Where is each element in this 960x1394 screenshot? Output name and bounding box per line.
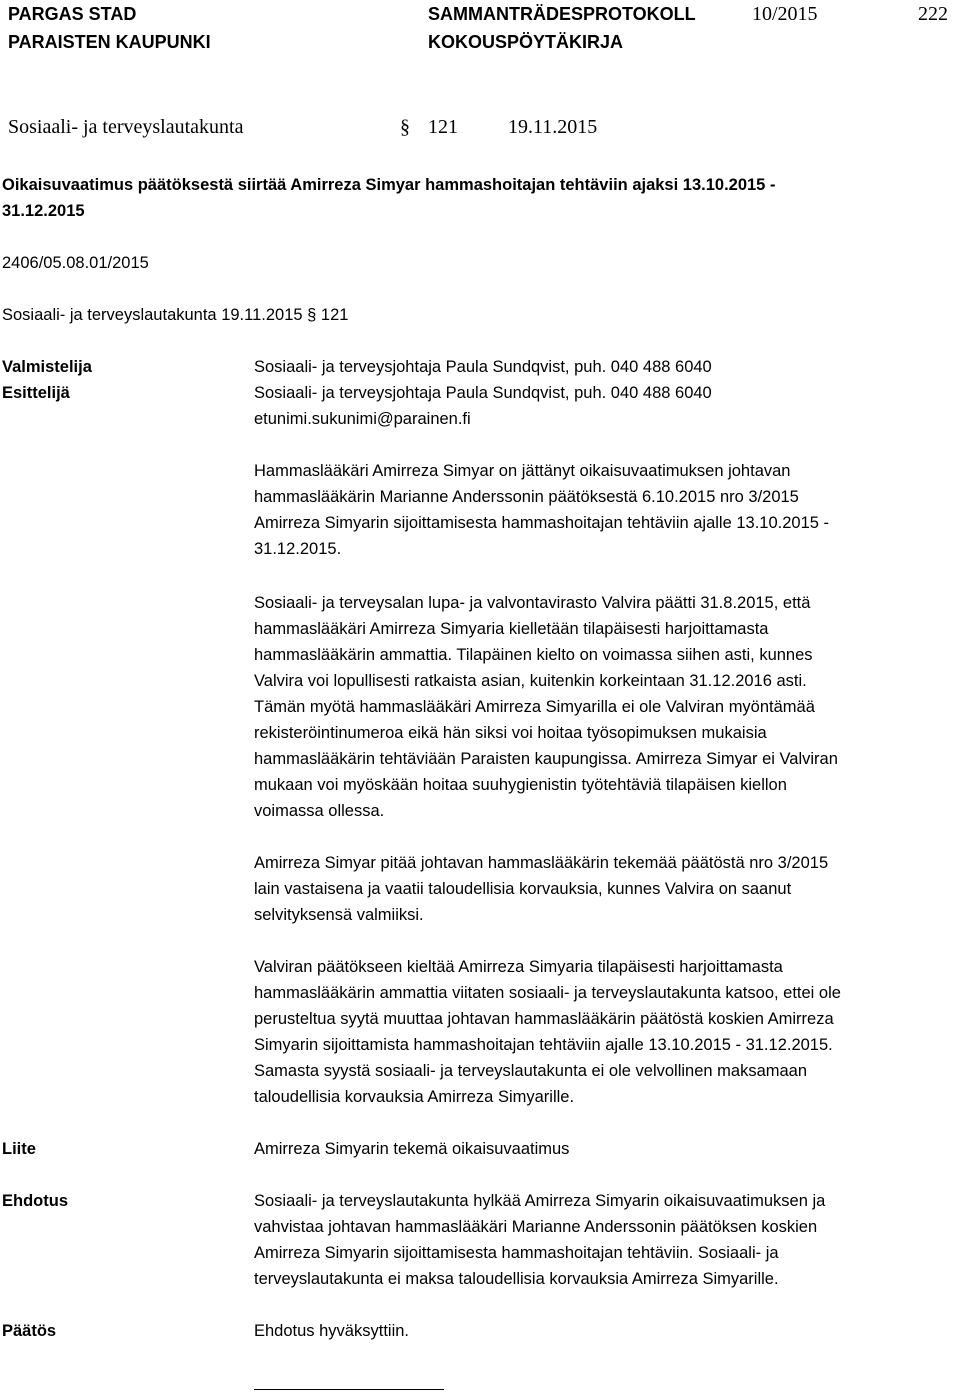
paragraph-line: taloudellisia korvauksia Amirreza Simyarille. bbox=[254, 1088, 575, 1106]
paragraph-line: perusteltua syytä muuttaa johtavan hammaslääkärin päätöstä koskien Amirreza bbox=[254, 1010, 834, 1028]
paragraph-claim bbox=[254, 850, 959, 928]
meeting-body: Sosiaali- ja terveyslautakunta bbox=[8, 116, 244, 138]
meeting-section: 121 bbox=[428, 116, 458, 138]
paragraph-line: hammaslääkärin tehtäviään Paraisten kaupungissa. Amirreza Simyar ei Valviran bbox=[254, 750, 838, 768]
case-reference: 2406/05.08.01/2015 bbox=[2, 254, 149, 272]
paragraph-line: Amirreza Simyarin sijoittamisesta hammashoitajan tehtäviin ajalle 13.10.2015 - bbox=[254, 514, 830, 532]
paragraph-line: hammaslääkäri Amirreza Simyaria kielletään tilapäisesti harjoittamasta bbox=[254, 620, 769, 638]
presenter-value: Sosiaali- ja terveysjohtaja Paula Sundqvist, puh. 040 488 6040 bbox=[254, 384, 712, 402]
case-history: Sosiaali- ja terveyslautakunta 19.11.2015 § 121 bbox=[2, 306, 349, 324]
paragraph-line: 31.12.2015. bbox=[254, 540, 342, 558]
paragraph-line: Tämän myötä hammaslääkäri Amirreza Simyarilla ei ole Valviran myöntämää bbox=[254, 698, 815, 716]
org-name-finnish: PARAISTEN KAUPUNKI bbox=[8, 32, 211, 52]
paragraph-line: selvityksensä valmiiksi. bbox=[254, 906, 424, 924]
issue-number: 10/2015 bbox=[752, 3, 818, 25]
paragraph-line: hammaslääkärin ammattia viitaten sosiaali- ja terveyslautakunta katsoo, ettei ole bbox=[254, 984, 841, 1002]
paragraph-line: rekisteröintinumeroa eikä hän siksi voi hoitaa työsopimuksen mukaisia bbox=[254, 724, 767, 742]
org-name-swedish: PARGAS STAD bbox=[8, 4, 137, 24]
presenter-email[interactable]: etunimi.sukunimi@parainen.fi bbox=[254, 410, 471, 428]
decision-label: Päätös bbox=[2, 1322, 57, 1340]
meeting-date: 19.11.2015 bbox=[508, 116, 598, 138]
case-title-line2: 31.12.2015 bbox=[2, 202, 85, 220]
signature-line bbox=[254, 1389, 444, 1390]
presenter-label: Esittelijä bbox=[2, 384, 70, 402]
paragraph-complaint bbox=[254, 458, 959, 562]
doc-type-swedish: SAMMANTRÄDESPROTOKOLL bbox=[428, 4, 696, 24]
paragraph-line: mukaan voi myöskään hoitaa suuhygienistin työtehtäviä tilapäisen kiellon bbox=[254, 776, 787, 794]
attachment-label: Liite bbox=[2, 1140, 36, 1158]
proposal-line: Amirreza Simyarin sijoittamisesta hammashoitajan tehtäviin. Sosiaali- ja bbox=[254, 1244, 779, 1262]
paragraph-assessment bbox=[254, 954, 959, 1110]
preparer-value: Sosiaali- ja terveysjohtaja Paula Sundqvist, puh. 040 488 6040 bbox=[254, 358, 712, 376]
paragraph-line: hammaslääkärin ammattia. Tilapäinen kielto on voimassa siihen asti, kunnes bbox=[254, 646, 813, 664]
attachment-value[interactable]: Amirreza Simyarin tekemä oikaisuvaatimus bbox=[254, 1140, 570, 1158]
paragraph-line: Valviran päätökseen kieltää Amirreza Simyaria tilapäisesti harjoittamasta bbox=[254, 958, 783, 976]
paragraph-valvira bbox=[254, 590, 959, 824]
proposal-label: Ehdotus bbox=[2, 1192, 68, 1210]
proposal-line: terveyslautakunta ei maksa taloudellisia korvauksia Amirreza Simyarille. bbox=[254, 1270, 779, 1288]
case-title-line1: Oikaisuvaatimus päätöksestä siirtää Amirreza Simyar hammashoitajan tehtäviin ajaksi 13.10.2015 - bbox=[2, 176, 776, 194]
paragraph-line: Amirreza Simyar pitää johtavan hammaslääkärin tekemää päätöstä nro 3/2015 bbox=[254, 854, 829, 872]
paragraph-line: Simyarin sijoittamista hammashoitajan tehtäviin ajalle 13.10.2015 - 31.12.2015. bbox=[254, 1036, 833, 1054]
paragraph-line: Samasta syystä sosiaali- ja terveyslautakunta ei ole velvollinen maksamaan bbox=[254, 1062, 808, 1080]
preparer-label: Valmistelija bbox=[2, 358, 92, 376]
proposal-text bbox=[254, 1188, 959, 1292]
paragraph-line: Valvira voi lopullisesti ratkaista asian, kuitenkin korkeintaan 31.12.2016 asti. bbox=[254, 672, 807, 690]
decision-value: Ehdotus hyväksyttiin. bbox=[254, 1322, 409, 1340]
paragraph-line: Hammaslääkäri Amirreza Simyar on jättänyt oikaisuvaatimuksen johtavan bbox=[254, 462, 791, 480]
paragraph-line: hammaslääkärin Marianne Anderssonin päätöksestä 6.10.2015 nro 3/2015 bbox=[254, 488, 799, 506]
paragraph-line: voimassa ollessa. bbox=[254, 802, 385, 820]
proposal-line: vahvistaa johtavan hammaslääkäri Marianne Anderssonin päätöksen koskien bbox=[254, 1218, 818, 1236]
doc-type-finnish: KOKOUSPÖYTÄKIRJA bbox=[428, 32, 624, 52]
section-marker: § bbox=[400, 116, 410, 138]
proposal-line: Sosiaali- ja terveyslautakunta hylkää Amirreza Simyarin oikaisuvaatimuksen ja bbox=[254, 1192, 826, 1210]
paragraph-line: Sosiaali- ja terveysalan lupa- ja valvontavirasto Valvira päätti 31.8.2015, että bbox=[254, 594, 811, 612]
paragraph-line: lain vastaisena ja vaatii taloudellisia korvauksia, kunnes Valvira on saanut bbox=[254, 880, 792, 898]
page-number: 222 bbox=[918, 3, 948, 25]
